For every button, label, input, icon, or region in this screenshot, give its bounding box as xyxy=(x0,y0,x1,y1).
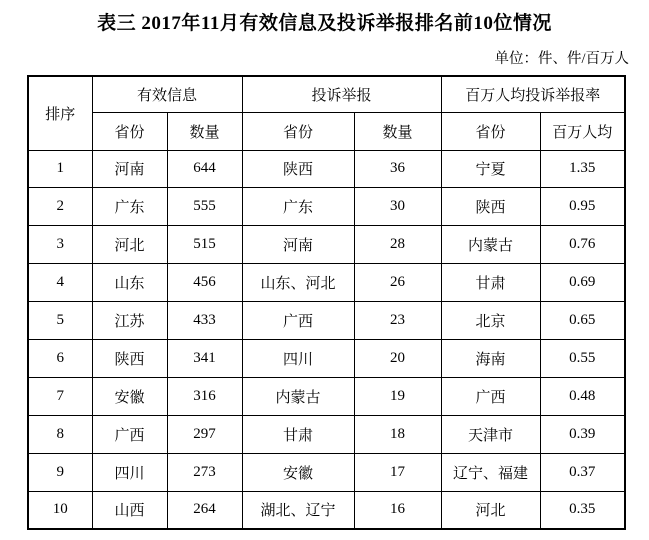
rank-cell: 3 xyxy=(28,226,92,264)
rank-cell: 6 xyxy=(28,339,92,377)
info-count-cell: 297 xyxy=(167,415,242,453)
rate-value-cell: 0.76 xyxy=(540,226,625,264)
complaint-province-cell: 山东、河北 xyxy=(242,264,354,302)
rank-cell: 10 xyxy=(28,491,92,529)
rate-value-cell: 0.95 xyxy=(540,188,625,226)
rate-value-cell: 0.55 xyxy=(540,339,625,377)
rate-province-cell: 河北 xyxy=(441,491,540,529)
rate-value-cell: 0.35 xyxy=(540,491,625,529)
info-count-cell: 264 xyxy=(167,491,242,529)
rank-cell: 1 xyxy=(28,150,92,188)
info-province-cell: 安徽 xyxy=(92,377,167,415)
rate-province-cell: 陕西 xyxy=(441,188,540,226)
info-province-cell: 江苏 xyxy=(92,302,167,340)
unit-note: 单位：件、件/百万人 xyxy=(494,51,629,67)
rate-province-cell: 宁夏 xyxy=(441,150,540,188)
complaint-count-cell: 19 xyxy=(354,377,441,415)
info-province-cell: 广东 xyxy=(92,188,167,226)
info-count-cell: 316 xyxy=(167,377,242,415)
rate-province-cell: 甘肃 xyxy=(441,264,540,302)
header-rank: 排序 xyxy=(28,76,92,150)
header-info-count: 数量 xyxy=(167,112,242,150)
rank-cell: 8 xyxy=(28,415,92,453)
table-row xyxy=(28,339,625,377)
rate-value-cell: 0.37 xyxy=(540,453,625,491)
rank-cell: 5 xyxy=(28,302,92,340)
page-title: 表三 2017年11月有效信息及投诉举报排名前10位情况 xyxy=(97,13,552,34)
info-count-cell: 341 xyxy=(167,339,242,377)
table-row xyxy=(28,453,625,491)
table-row xyxy=(28,415,625,453)
rank-cell: 4 xyxy=(28,264,92,302)
info-count-cell: 273 xyxy=(167,453,242,491)
table-row xyxy=(28,150,625,188)
info-province-cell: 四川 xyxy=(92,453,167,491)
table-row xyxy=(28,491,625,529)
info-count-cell: 555 xyxy=(167,188,242,226)
header-rate-province: 省份 xyxy=(441,112,540,150)
info-province-cell: 山东 xyxy=(92,264,167,302)
rate-province-cell: 北京 xyxy=(441,302,540,340)
info-province-cell: 河北 xyxy=(92,226,167,264)
table-row xyxy=(28,188,625,226)
info-count-cell: 433 xyxy=(167,302,242,340)
header-group-complaints: 投诉举报 xyxy=(242,76,441,112)
complaint-count-cell: 16 xyxy=(354,491,441,529)
complaint-province-cell: 四川 xyxy=(242,339,354,377)
header-row-groups xyxy=(28,76,625,112)
complaint-province-cell: 广东 xyxy=(242,188,354,226)
info-count-cell: 515 xyxy=(167,226,242,264)
complaint-province-cell: 内蒙古 xyxy=(242,377,354,415)
complaint-province-cell: 陕西 xyxy=(242,150,354,188)
rate-province-cell: 海南 xyxy=(441,339,540,377)
info-province-cell: 陕西 xyxy=(92,339,167,377)
ranking-table xyxy=(27,75,626,530)
rate-value-cell: 0.48 xyxy=(540,377,625,415)
rate-value-cell: 0.69 xyxy=(540,264,625,302)
rank-cell: 9 xyxy=(28,453,92,491)
header-rate-per-million: 百万人均 xyxy=(540,112,625,150)
header-group-effective-info: 有效信息 xyxy=(92,76,242,112)
complaint-province-cell: 甘肃 xyxy=(242,415,354,453)
rate-province-cell: 天津市 xyxy=(441,415,540,453)
header-group-per-million-rate: 百万人均投诉举报率 xyxy=(441,76,625,112)
table-row xyxy=(28,264,625,302)
table-row xyxy=(28,226,625,264)
complaint-count-cell: 18 xyxy=(354,415,441,453)
complaint-count-cell: 36 xyxy=(354,150,441,188)
rate-province-cell: 广西 xyxy=(441,377,540,415)
rate-value-cell: 0.39 xyxy=(540,415,625,453)
complaint-count-cell: 17 xyxy=(354,453,441,491)
rank-cell: 7 xyxy=(28,377,92,415)
info-province-cell: 广西 xyxy=(92,415,167,453)
complaint-province-cell: 河南 xyxy=(242,226,354,264)
info-province-cell: 河南 xyxy=(92,150,167,188)
header-complaint-count: 数量 xyxy=(354,112,441,150)
complaint-count-cell: 26 xyxy=(354,264,441,302)
header-info-province: 省份 xyxy=(92,112,167,150)
complaint-count-cell: 23 xyxy=(354,302,441,340)
header-row-subcolumns xyxy=(28,112,625,150)
rate-value-cell: 1.35 xyxy=(540,150,625,188)
complaint-province-cell: 湖北、辽宁 xyxy=(242,491,354,529)
complaint-count-cell: 20 xyxy=(354,339,441,377)
complaint-province-cell: 安徽 xyxy=(242,453,354,491)
info-count-cell: 644 xyxy=(167,150,242,188)
table-row xyxy=(28,377,625,415)
table-row xyxy=(28,302,625,340)
rate-value-cell: 0.65 xyxy=(540,302,625,340)
complaint-province-cell: 广西 xyxy=(242,302,354,340)
table-header xyxy=(28,76,625,150)
rate-province-cell: 内蒙古 xyxy=(441,226,540,264)
table-body xyxy=(28,150,625,529)
info-province-cell: 山西 xyxy=(92,491,167,529)
complaint-count-cell: 30 xyxy=(354,188,441,226)
header-complaint-province: 省份 xyxy=(242,112,354,150)
complaint-count-cell: 28 xyxy=(354,226,441,264)
info-count-cell: 456 xyxy=(167,264,242,302)
rank-cell: 2 xyxy=(28,188,92,226)
rate-province-cell: 辽宁、福建 xyxy=(441,453,540,491)
